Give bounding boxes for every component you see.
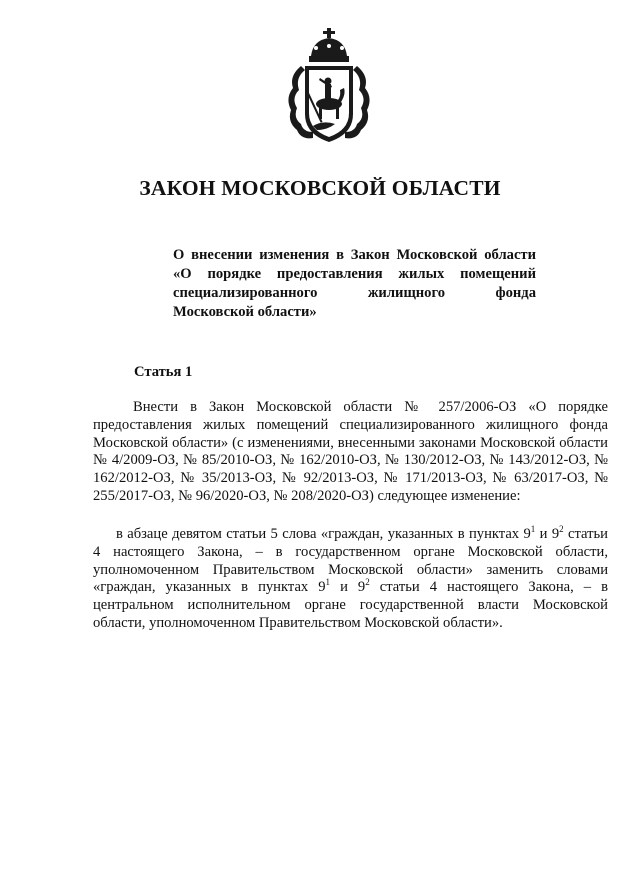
- law-subject: [173, 246, 536, 322]
- moscow-oblast-coat-of-arms-icon: [283, 26, 375, 148]
- p2-text-c: статьи 4 настоящего Закона, – в государственном органе Московской области, уполномоченном Правительством Московской области» заменить словами «граждан, указанных в пунктах 9: [93, 526, 608, 596]
- article-heading: Статья 1: [134, 364, 193, 380]
- superscript-1: 1: [530, 524, 536, 535]
- subject-line-1: О внесении изменения в Закон Московской области: [173, 247, 536, 263]
- article-paragraph-2: [93, 526, 608, 633]
- p2-text-a: в абзаце девятом статьи 5 слова «граждан, указанных в пунктах 9: [116, 526, 531, 542]
- p2-text-d: и 9: [330, 579, 366, 596]
- crown-icon: [309, 28, 349, 62]
- superscript-2b: 2: [365, 577, 370, 588]
- p2-text-b: и 9: [535, 526, 560, 542]
- subject-line-2: «О порядке предоставления жилых помещений: [173, 266, 536, 282]
- superscript-2: 2: [559, 524, 564, 535]
- subject-line-3: специализированного жилищного фонда: [173, 285, 536, 301]
- superscript-1b: 1: [325, 577, 331, 588]
- subject-line-4: Московской области»: [173, 304, 317, 320]
- article-paragraph-1: Внести в Закон Московской области № 257/2006-ОЗ «О порядке предоставления жилых помещений специализированного жилищного фонда Московской области» (с изменениями, внесенными законами Московской области № 4/2009-ОЗ, № 85/2010-ОЗ, № 162/2010-ОЗ, № 130/2012-ОЗ, № 143/2012-ОЗ, № 162/2012-ОЗ, № 35/2013-ОЗ, № 92/2013-ОЗ, № 171/2013-ОЗ, № 63/2017-ОЗ, № 255/2017-ОЗ, № 96/2020-ОЗ, № 208/2020-ОЗ) следующее изменение:: [93, 399, 608, 504]
- document-title: ЗАКОН МОСКОВСКОЙ ОБЛАСТИ: [139, 176, 501, 200]
- p2-text-e: статьи 4 настоящего Закона, – в центральном исполнительном органе государственной власти Московской области, уполномоченном Правительством Московской области».: [93, 579, 608, 631]
